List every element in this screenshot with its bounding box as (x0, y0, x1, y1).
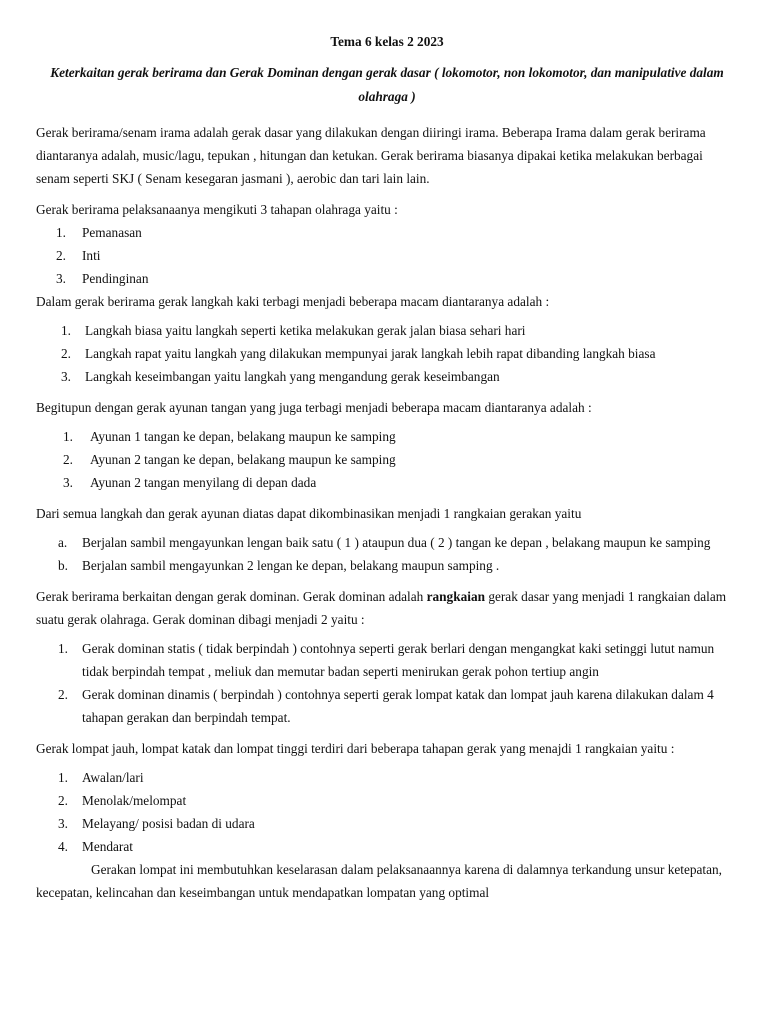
paragraph-ayunan-tangan: Begitupun dengan gerak ayunan tangan yang juga terbagi menjadi beberapa macam diantaranya adalah : (36, 400, 592, 415)
list-item: 1. Awalan/lari (58, 770, 144, 785)
list-item: 4. Mendarat (58, 839, 133, 854)
list-tahapan (36, 221, 738, 290)
list-item: 1. Ayunan 1 tangan ke depan, belakang maupun ke samping (63, 429, 396, 444)
list-item: 2. Inti (56, 248, 101, 263)
list-kombinasi (36, 531, 738, 577)
document-title: Tema 6 kelas 2 2023 (330, 34, 444, 49)
list-langkah (36, 319, 738, 388)
paragraph-kombinasi: Dari semua langkah dan gerak ayunan diatas dapat dikombinasikan menjadi 1 rangkaian gerakan yaitu (36, 506, 582, 521)
paragraph-gerak-berirama: Gerak berirama/senam irama adalah gerak dasar yang dilakukan dengan diiringi irama. Beberapa Irama dalam gerak berirama diantaranya adalah, music/lagu, tepukan , hitungan dan ketukan. Gerak berirama biasanya dipakai ketika melakukan berbagai senam seperti SKJ ( Senam kesegaran jasmani ), aerobic dan tari lain lain. (36, 125, 706, 186)
paragraph-lompat: Gerak lompat jauh, lompat katak dan lompat tinggi terdiri dari beberapa tahapan gerak yang menajdi 1 rangkaian yaitu : (36, 741, 675, 756)
paragraph-gerak-dominan: Gerak berirama berkaitan dengan gerak dominan. Gerak dominan adalah rangkaian gerak dasar yang menjadi 1 rangkaian dalam suatu gerak olahraga. Gerak dominan dibagi menjadi 2 yaitu : (36, 589, 727, 627)
list-item: 3. Ayunan 2 tangan menyilang di depan dada (63, 475, 317, 490)
paragraph-penutup: Gerakan lompat ini membutuhkan keselarasan dalam pelaksanaannya karena di dalamnya terkandung unsur ketepatan, kecepatan, kelincahan dan keseimbangan untuk mendapatkan lompatan yang optimal (36, 862, 722, 900)
list-item: 3. Langkah keseimbangan yaitu langkah yang mengandung gerak keseimbangan (61, 369, 500, 384)
list-item: 1. Gerak dominan statis ( tidak berpindah ) contohnya seperti gerak berlari dengan mengangkat kaki setinggi lutut namun tidak berpindah tempat , meliuk dan memutar badan seperti menirukan gerak pohon tertiup angin (58, 641, 715, 679)
document-subtitle: Keterkaitan gerak berirama dan Gerak Dominan dengan gerak dasar ( lokomotor, non lokomotor, dan manipulative dalam olahraga ) (50, 65, 724, 104)
list-item: 3. Melayang/ posisi badan di udara (58, 816, 255, 831)
list-item: 3. Pendinginan (56, 271, 149, 286)
paragraph-langkah-kaki: Dalam gerak berirama gerak langkah kaki terbagi menjadi beberapa macam diantaranya adalah : (36, 294, 550, 309)
list-item: 2. Langkah rapat yaitu langkah yang dilakukan mempunyai jarak langkah lebih rapat dibanding langkah biasa (61, 346, 656, 361)
list-item: 2. Gerak dominan dinamis ( berpindah ) contohnya seperti gerak lompat katak dan lompat jauh karena dilakukan dalam 4 tahapan gerakan dan berpindah tempat. (58, 687, 714, 725)
list-item: 1. Langkah biasa yaitu langkah seperti ketika melakukan gerak jalan biasa sehari hari (61, 323, 526, 338)
list-item: 2. Menolak/melompat (58, 793, 187, 808)
list-item: b. Berjalan sambil mengayunkan 2 lengan ke depan, belakang maupun samping . (58, 558, 500, 573)
list-tahapan-lompat (36, 766, 738, 858)
list-item: 1. Pemanasan (56, 225, 142, 240)
paragraph-tahapan: Gerak berirama pelaksanaanya mengikuti 3 tahapan olahraga yaitu : (36, 202, 398, 217)
list-item: a. Berjalan sambil mengayunkan lengan baik satu ( 1 ) ataupun dua ( 2 ) tangan ke depan , belakang maupun ke samping (58, 535, 711, 550)
list-gerak-dominan (36, 637, 738, 729)
list-ayunan (36, 425, 738, 494)
bold-term: rangkaian (426, 589, 485, 604)
list-item: 2. Ayunan 2 tangan ke depan, belakang maupun ke samping (63, 452, 396, 467)
